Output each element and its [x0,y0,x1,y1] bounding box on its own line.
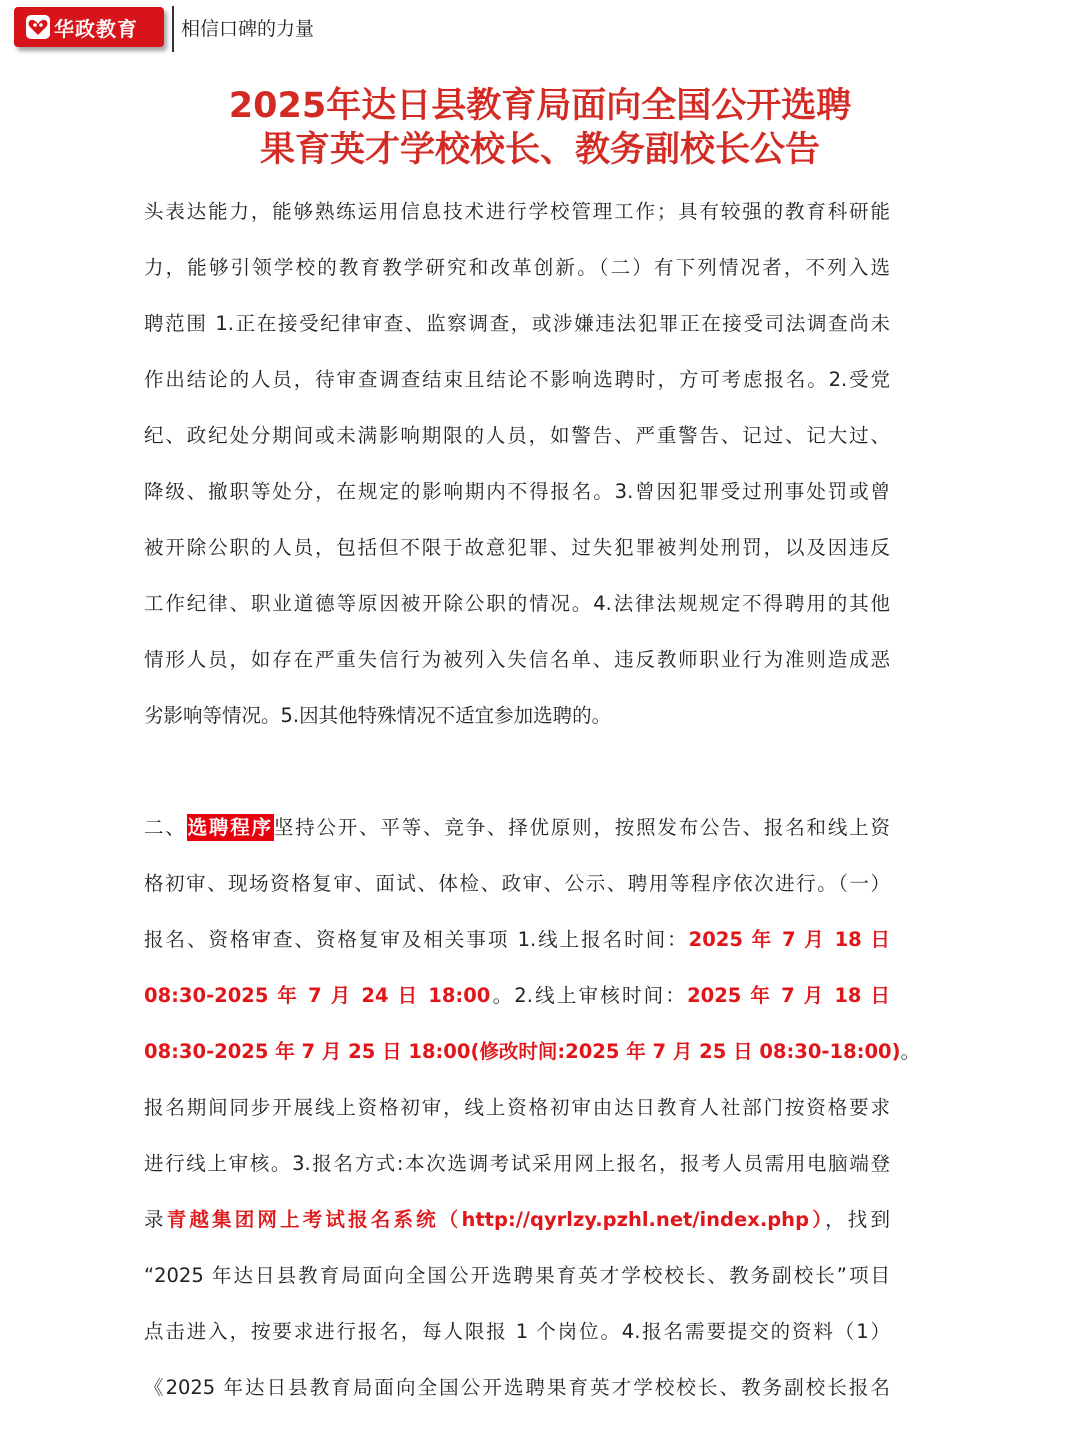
brand-name: 华政教育 [54,16,138,41]
text-span: 坚持公开、平等、竞争、择优原则，按照发布公告、报名和线上资 [273,816,890,839]
text-line [144,912,890,968]
text-line [144,1192,890,1248]
text-line: 作出结论的人员，待审查调查结束且结论不影响选聘时，方可考虑报名。2.受党 [144,368,890,391]
text-line: “2025 年达日县教育局面向全国公开选聘果育英才学校校长、教务副校长”项目 [144,1264,890,1287]
text-line: 工作纪律、职业道德等原因被开除公职的情况。4.法律法规规定不得聘用的其他 [144,592,890,615]
section-number: 二、 [144,816,187,839]
text-line: 点击进入，按要求进行报名，每人限报 1 个岗位。4.报名需要提交的资料（1） [144,1320,890,1343]
text-span: 录 [144,1208,167,1231]
text-line: 《2025 年达日县教育局面向全国公开选聘果育英才学校校长、教务副校长报名 [144,1376,890,1399]
title-line-1: 2025年达日县教育局面向全国公开选聘 [228,86,852,126]
text-line: 降级、撤职等处分，在规定的影响期内不得报名。3.曾因犯罪受过刑事处罚或曾 [144,480,890,503]
text-line [144,1024,921,1080]
text-span: ，找到 [825,1208,890,1231]
registration-date-start: 2025 年 7 月 18 日 [688,928,890,951]
paragraph-gap [144,744,890,800]
text-line: 被开除公职的人员，包括但不限于故意犯罪、过失犯罪被判处刑罚，以及因违反 [144,536,890,559]
text-line: 进行线上审核。3.报名方式:本次选调考试采用网上报名，报考人员需用电脑端登 [144,1152,890,1175]
text-line: 头表达能力，能够熟练运用信息技术进行学校管理工作；具有较强的教育科研能 [144,200,890,223]
page-title [0,84,1080,172]
registration-date-end: 08:30-2025 年 7 月 24 日 18:00 [144,984,491,1007]
text-line: 纪、政纪处分期间或未满影响期限的人员，如警告、严重警告、记过、记大过、 [144,424,890,447]
header [0,0,1080,60]
registration-system-link[interactable]: 青越集团网上考试报名系统（http://qyrlzy.pzhl.net/index.php） [166,1208,826,1231]
review-date-end: 08:30-2025 年 7 月 25 日 18:00(修改时间:2025 年 7 月 25 日 08:30-18:00) [144,1040,901,1063]
text-line: 劣影响等情况。5.因其他特殊情况不适宜参加选聘的。 [144,704,612,727]
brand-heart-icon [26,15,50,39]
brand-logo [14,7,164,47]
text-line [144,968,890,1024]
text-line: 报名期间同步开展线上资格初审，线上资格初审由达日教育人社部门按资格要求 [144,1096,890,1119]
section-2-heading-line [144,800,890,856]
header-slogan: 相信口碑的力量 [181,18,315,40]
header-divider [172,6,174,52]
text-span: 报名、资格审查、资格复审及相关事项 1.线上报名时间： [144,928,689,951]
text-span: 。 [900,1040,921,1063]
text-line: 聘范围 1.正在接受纪律审查、监察调查，或涉嫌违法犯罪正在接受司法调查尚未 [144,312,890,335]
text-span: 。2.线上审核时间： [490,984,688,1007]
text-line: 情形人员，如存在严重失信行为被列入失信名单、违反教师职业行为准则造成恶 [144,648,890,671]
section-highlight-label: 选聘程序 [187,816,273,839]
title-line-2: 果育英才学校校长、教务副校长公告 [259,130,820,170]
review-date-start: 2025 年 7 月 18 日 [687,984,890,1007]
article-body [144,184,921,1416]
text-line: 力，能够引领学校的教育教学研究和改革创新。（二）有下列情况者，不列入选 [144,256,890,279]
text-line: 格初审、现场资格复审、面试、体检、政审、公示、聘用等程序依次进行。（一） [144,872,890,895]
